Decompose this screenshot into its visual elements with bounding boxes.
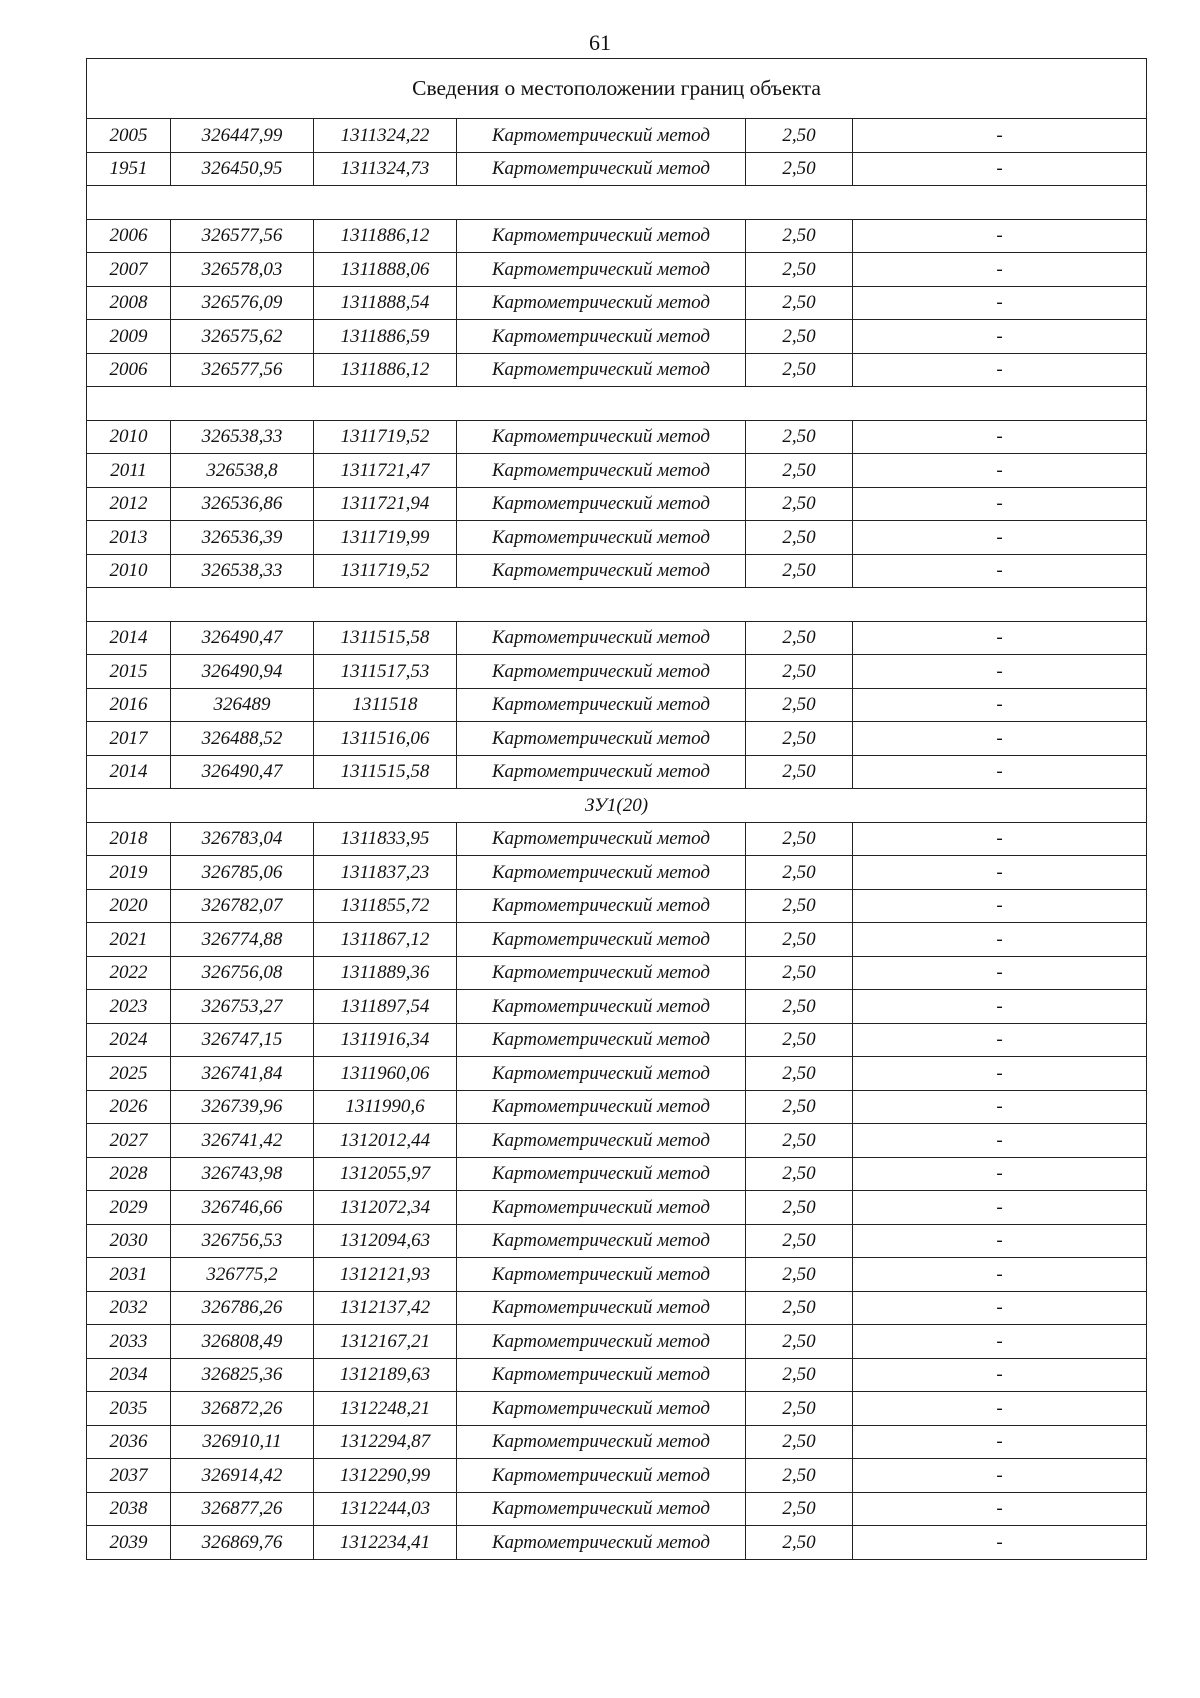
cell-accuracy: 2,50: [746, 454, 853, 488]
cell-accuracy: 2,50: [746, 1358, 853, 1392]
cell-method: Картометрический метод: [457, 1090, 746, 1124]
cell-method: Картометрический метод: [457, 688, 746, 722]
cell-x-coordinate: 326739,96: [171, 1090, 314, 1124]
cell-y-coordinate: 1311886,59: [314, 320, 457, 354]
cell-point-number: 2030: [87, 1224, 171, 1258]
cell-accuracy: 2,50: [746, 1492, 853, 1526]
cell-accuracy: 2,50: [746, 1057, 853, 1091]
cell-description: -: [853, 1258, 1147, 1292]
table-row: [87, 1526, 1147, 1560]
table-row: [87, 822, 1147, 856]
cell-point-number: 2035: [87, 1392, 171, 1426]
cell-accuracy: 2,50: [746, 219, 853, 253]
cell-y-coordinate: 1311324,73: [314, 152, 457, 186]
cell-method: Картометрический метод: [457, 286, 746, 320]
cell-x-coordinate: 326538,33: [171, 420, 314, 454]
cell-method: Картометрический метод: [457, 1057, 746, 1091]
cell-method: Картометрический метод: [457, 655, 746, 689]
cell-description: -: [853, 688, 1147, 722]
table-row: [87, 1224, 1147, 1258]
cell-method: Картометрический метод: [457, 454, 746, 488]
cell-x-coordinate: 326877,26: [171, 1492, 314, 1526]
cell-y-coordinate: 1312290,99: [314, 1459, 457, 1493]
cell-description: -: [853, 219, 1147, 253]
cell-y-coordinate: 1312012,44: [314, 1124, 457, 1158]
cell-x-coordinate: 326756,53: [171, 1224, 314, 1258]
cell-x-coordinate: 326808,49: [171, 1325, 314, 1359]
cell-y-coordinate: 1312137,42: [314, 1291, 457, 1325]
table-row: [87, 1057, 1147, 1091]
cell-method: Картометрический метод: [457, 1459, 746, 1493]
cell-accuracy: 2,50: [746, 487, 853, 521]
cell-accuracy: 2,50: [746, 119, 853, 153]
table-row: [87, 856, 1147, 890]
table-row: [87, 621, 1147, 655]
cell-y-coordinate: 1312094,63: [314, 1224, 457, 1258]
cell-y-coordinate: 1311855,72: [314, 889, 457, 923]
cell-y-coordinate: 1311517,53: [314, 655, 457, 689]
cell-method: Картометрический метод: [457, 956, 746, 990]
table-row: [87, 1258, 1147, 1292]
table-body: [87, 59, 1147, 1560]
cell-x-coordinate: 326577,56: [171, 353, 314, 387]
cell-method: Картометрический метод: [457, 1325, 746, 1359]
cell-x-coordinate: 326786,26: [171, 1291, 314, 1325]
cell-x-coordinate: 326782,07: [171, 889, 314, 923]
cell-x-coordinate: 326538,33: [171, 554, 314, 588]
cell-method: Картометрический метод: [457, 1157, 746, 1191]
cell-y-coordinate: 1311897,54: [314, 990, 457, 1024]
cell-method: Картометрический метод: [457, 755, 746, 789]
boundary-coordinates-table: [86, 58, 1147, 1560]
cell-x-coordinate: 326825,36: [171, 1358, 314, 1392]
cell-y-coordinate: 1311889,36: [314, 956, 457, 990]
cell-accuracy: 2,50: [746, 822, 853, 856]
cell-description: -: [853, 1291, 1147, 1325]
table-row: [87, 320, 1147, 354]
cell-accuracy: 2,50: [746, 688, 853, 722]
cell-y-coordinate: 1311719,99: [314, 521, 457, 555]
cell-point-number: 2016: [87, 688, 171, 722]
cell-point-number: 2014: [87, 621, 171, 655]
cell-x-coordinate: 326910,11: [171, 1425, 314, 1459]
cell-accuracy: 2,50: [746, 722, 853, 756]
cell-description: -: [853, 1157, 1147, 1191]
cell-description: -: [853, 822, 1147, 856]
cell-description: -: [853, 1358, 1147, 1392]
table-row: [87, 722, 1147, 756]
cell-point-number: 2032: [87, 1291, 171, 1325]
cell-description: -: [853, 856, 1147, 890]
cell-method: Картометрический метод: [457, 1224, 746, 1258]
cell-accuracy: 2,50: [746, 1191, 853, 1225]
cell-x-coordinate: 326447,99: [171, 119, 314, 153]
cell-point-number: 2010: [87, 554, 171, 588]
cell-description: -: [853, 722, 1147, 756]
cell-y-coordinate: 1311719,52: [314, 554, 457, 588]
cell-y-coordinate: 1311719,52: [314, 420, 457, 454]
cell-accuracy: 2,50: [746, 621, 853, 655]
cell-accuracy: 2,50: [746, 152, 853, 186]
cell-method: Картометрический метод: [457, 889, 746, 923]
cell-accuracy: 2,50: [746, 1291, 853, 1325]
cell-y-coordinate: 1311721,94: [314, 487, 457, 521]
cell-point-number: 2029: [87, 1191, 171, 1225]
cell-method: Картометрический метод: [457, 1124, 746, 1158]
cell-accuracy: 2,50: [746, 1425, 853, 1459]
cell-description: -: [853, 1526, 1147, 1560]
table-row: [87, 889, 1147, 923]
cell-description: -: [853, 621, 1147, 655]
table-row: [87, 956, 1147, 990]
cell-point-number: 2014: [87, 755, 171, 789]
cell-method: Картометрический метод: [457, 621, 746, 655]
cell-y-coordinate: 1311886,12: [314, 353, 457, 387]
cell-description: -: [853, 1425, 1147, 1459]
table-row: [87, 219, 1147, 253]
cell-description: -: [853, 956, 1147, 990]
cell-x-coordinate: 326872,26: [171, 1392, 314, 1426]
cell-method: Картометрический метод: [457, 1258, 746, 1292]
cell-method: Картометрический метод: [457, 722, 746, 756]
cell-description: -: [853, 119, 1147, 153]
cell-method: Картометрический метод: [457, 1291, 746, 1325]
cell-method: Картометрический метод: [457, 119, 746, 153]
cell-method: Картометрический метод: [457, 1023, 746, 1057]
cell-description: -: [853, 320, 1147, 354]
cell-point-number: 2031: [87, 1258, 171, 1292]
cell-method: Картометрический метод: [457, 1392, 746, 1426]
cell-method: Картометрический метод: [457, 420, 746, 454]
cell-description: -: [853, 286, 1147, 320]
cell-accuracy: 2,50: [746, 889, 853, 923]
cell-accuracy: 2,50: [746, 420, 853, 454]
cell-y-coordinate: 1312189,63: [314, 1358, 457, 1392]
cell-description: -: [853, 923, 1147, 957]
cell-point-number: 1951: [87, 152, 171, 186]
cell-y-coordinate: 1311515,58: [314, 755, 457, 789]
cell-point-number: 2023: [87, 990, 171, 1024]
cell-point-number: 2017: [87, 722, 171, 756]
cell-x-coordinate: 326538,8: [171, 454, 314, 488]
cell-description: -: [853, 1191, 1147, 1225]
cell-accuracy: 2,50: [746, 1023, 853, 1057]
table-row: [87, 1291, 1147, 1325]
cell-accuracy: 2,50: [746, 1224, 853, 1258]
cell-point-number: 2025: [87, 1057, 171, 1091]
cell-accuracy: 2,50: [746, 1392, 853, 1426]
table-row: [87, 487, 1147, 521]
cell-method: Картометрический метод: [457, 253, 746, 287]
table-row: [87, 923, 1147, 957]
cell-accuracy: 2,50: [746, 353, 853, 387]
cell-point-number: 2021: [87, 923, 171, 957]
cell-accuracy: 2,50: [746, 554, 853, 588]
cell-y-coordinate: 1311324,22: [314, 119, 457, 153]
cell-x-coordinate: 326536,86: [171, 487, 314, 521]
cell-y-coordinate: 1312244,03: [314, 1492, 457, 1526]
table-row: [87, 420, 1147, 454]
cell-y-coordinate: 1311867,12: [314, 923, 457, 957]
cell-y-coordinate: 1311886,12: [314, 219, 457, 253]
table-row: [87, 286, 1147, 320]
table-row: [87, 1157, 1147, 1191]
cell-method: Картометрический метод: [457, 521, 746, 555]
cell-x-coordinate: 326785,06: [171, 856, 314, 890]
cell-accuracy: 2,50: [746, 1124, 853, 1158]
cell-y-coordinate: 1311721,47: [314, 454, 457, 488]
cell-method: Картометрический метод: [457, 1526, 746, 1560]
cell-y-coordinate: 1312121,93: [314, 1258, 457, 1292]
cell-y-coordinate: 1311990,6: [314, 1090, 457, 1124]
table-row: [87, 990, 1147, 1024]
cell-point-number: 2034: [87, 1358, 171, 1392]
cell-method: Картометрический метод: [457, 1492, 746, 1526]
cell-point-number: 2019: [87, 856, 171, 890]
cell-description: -: [853, 889, 1147, 923]
cell-y-coordinate: 1311888,54: [314, 286, 457, 320]
cell-point-number: 2039: [87, 1526, 171, 1560]
cell-description: -: [853, 353, 1147, 387]
table-row: [87, 454, 1147, 488]
cell-method: Картометрический метод: [457, 822, 746, 856]
cell-point-number: 2005: [87, 119, 171, 153]
cell-accuracy: 2,50: [746, 1325, 853, 1359]
cell-point-number: 2009: [87, 320, 171, 354]
cell-description: -: [853, 152, 1147, 186]
cell-y-coordinate: 1311916,34: [314, 1023, 457, 1057]
cell-description: -: [853, 1325, 1147, 1359]
cell-y-coordinate: 1312248,21: [314, 1392, 457, 1426]
cell-method: Картометрический метод: [457, 320, 746, 354]
cell-description: -: [853, 1057, 1147, 1091]
cell-method: Картометрический метод: [457, 990, 746, 1024]
cell-x-coordinate: 326575,62: [171, 320, 314, 354]
cell-x-coordinate: 326576,09: [171, 286, 314, 320]
cell-y-coordinate: 1312234,41: [314, 1526, 457, 1560]
cell-point-number: 2024: [87, 1023, 171, 1057]
cell-point-number: 2026: [87, 1090, 171, 1124]
cell-accuracy: 2,50: [746, 1090, 853, 1124]
cell-x-coordinate: 326489: [171, 688, 314, 722]
separator-cell: [87, 186, 1147, 220]
cell-description: -: [853, 554, 1147, 588]
cell-description: -: [853, 755, 1147, 789]
cell-point-number: 2038: [87, 1492, 171, 1526]
table-row: [87, 655, 1147, 689]
table-row: [87, 755, 1147, 789]
cell-y-coordinate: 1311515,58: [314, 621, 457, 655]
cell-accuracy: 2,50: [746, 521, 853, 555]
cell-y-coordinate: 1311518: [314, 688, 457, 722]
separator-cell: [87, 588, 1147, 622]
cell-point-number: 2036: [87, 1425, 171, 1459]
cell-y-coordinate: 1312294,87: [314, 1425, 457, 1459]
section-header-row: [87, 789, 1147, 823]
cell-description: -: [853, 1392, 1147, 1426]
cell-x-coordinate: 326490,47: [171, 621, 314, 655]
table-row: [87, 521, 1147, 555]
cell-accuracy: 2,50: [746, 1258, 853, 1292]
cell-description: -: [853, 1459, 1147, 1493]
cell-accuracy: 2,50: [746, 320, 853, 354]
cell-y-coordinate: 1312167,21: [314, 1325, 457, 1359]
cell-description: -: [853, 655, 1147, 689]
cell-method: Картометрический метод: [457, 1191, 746, 1225]
cell-description: -: [853, 521, 1147, 555]
table-row: [87, 554, 1147, 588]
cell-y-coordinate: 1311888,06: [314, 253, 457, 287]
cell-accuracy: 2,50: [746, 1459, 853, 1493]
cell-accuracy: 2,50: [746, 286, 853, 320]
separator-row: [87, 588, 1147, 622]
cell-x-coordinate: 326741,42: [171, 1124, 314, 1158]
cell-description: -: [853, 1224, 1147, 1258]
cell-point-number: 2007: [87, 253, 171, 287]
section-label: ЗУ1(20): [87, 789, 1147, 823]
table-row: [87, 1459, 1147, 1493]
table-row: [87, 253, 1147, 287]
cell-method: Картометрический метод: [457, 1425, 746, 1459]
cell-x-coordinate: 326775,2: [171, 1258, 314, 1292]
cell-method: Картометрический метод: [457, 1358, 746, 1392]
table-title-row: [87, 59, 1147, 119]
table-row: [87, 688, 1147, 722]
separator-row: [87, 387, 1147, 421]
cell-x-coordinate: 326914,42: [171, 1459, 314, 1493]
cell-description: -: [853, 990, 1147, 1024]
cell-point-number: 2018: [87, 822, 171, 856]
cell-point-number: 2022: [87, 956, 171, 990]
table-row: [87, 353, 1147, 387]
cell-accuracy: 2,50: [746, 956, 853, 990]
cell-method: Картометрический метод: [457, 487, 746, 521]
cell-point-number: 2020: [87, 889, 171, 923]
cell-point-number: 2027: [87, 1124, 171, 1158]
cell-y-coordinate: 1311960,06: [314, 1057, 457, 1091]
cell-method: Картометрический метод: [457, 152, 746, 186]
cell-x-coordinate: 326741,84: [171, 1057, 314, 1091]
cell-point-number: 2013: [87, 521, 171, 555]
cell-x-coordinate: 326488,52: [171, 722, 314, 756]
separator-row: [87, 186, 1147, 220]
cell-x-coordinate: 326746,66: [171, 1191, 314, 1225]
cell-x-coordinate: 326536,39: [171, 521, 314, 555]
cell-description: -: [853, 1023, 1147, 1057]
cell-method: Картометрический метод: [457, 219, 746, 253]
cell-point-number: 2033: [87, 1325, 171, 1359]
cell-accuracy: 2,50: [746, 856, 853, 890]
table-row: [87, 1358, 1147, 1392]
table-row: [87, 1325, 1147, 1359]
cell-x-coordinate: 326753,27: [171, 990, 314, 1024]
cell-x-coordinate: 326450,95: [171, 152, 314, 186]
cell-point-number: 2012: [87, 487, 171, 521]
cell-x-coordinate: 326756,08: [171, 956, 314, 990]
cell-point-number: 2006: [87, 219, 171, 253]
cell-x-coordinate: 326490,47: [171, 755, 314, 789]
table-row: [87, 119, 1147, 153]
table-row: [87, 1392, 1147, 1426]
table-title: Сведения о местоположении границ объекта: [87, 59, 1147, 119]
table-row: [87, 1191, 1147, 1225]
cell-point-number: 2008: [87, 286, 171, 320]
cell-x-coordinate: 326783,04: [171, 822, 314, 856]
cell-accuracy: 2,50: [746, 990, 853, 1024]
cell-x-coordinate: 326578,03: [171, 253, 314, 287]
cell-accuracy: 2,50: [746, 253, 853, 287]
table-row: [87, 1492, 1147, 1526]
cell-x-coordinate: 326747,15: [171, 1023, 314, 1057]
cell-description: -: [853, 1090, 1147, 1124]
cell-description: -: [853, 1492, 1147, 1526]
cell-description: -: [853, 487, 1147, 521]
table-row: [87, 1425, 1147, 1459]
cell-accuracy: 2,50: [746, 755, 853, 789]
table-row: [87, 1090, 1147, 1124]
cell-accuracy: 2,50: [746, 1526, 853, 1560]
cell-method: Картометрический метод: [457, 856, 746, 890]
cell-point-number: 2006: [87, 353, 171, 387]
cell-y-coordinate: 1311833,95: [314, 822, 457, 856]
cell-y-coordinate: 1312072,34: [314, 1191, 457, 1225]
cell-x-coordinate: 326577,56: [171, 219, 314, 253]
cell-x-coordinate: 326490,94: [171, 655, 314, 689]
cell-point-number: 2010: [87, 420, 171, 454]
cell-method: Картометрический метод: [457, 353, 746, 387]
page-number: 61: [589, 30, 611, 55]
cell-description: -: [853, 454, 1147, 488]
cell-description: -: [853, 253, 1147, 287]
cell-point-number: 2015: [87, 655, 171, 689]
cell-method: Картометрический метод: [457, 554, 746, 588]
cell-description: -: [853, 1124, 1147, 1158]
table-row: [87, 1023, 1147, 1057]
cell-accuracy: 2,50: [746, 655, 853, 689]
table-row: [87, 1124, 1147, 1158]
cell-description: -: [853, 420, 1147, 454]
cell-accuracy: 2,50: [746, 923, 853, 957]
cell-accuracy: 2,50: [746, 1157, 853, 1191]
cell-y-coordinate: 1312055,97: [314, 1157, 457, 1191]
table-row: [87, 152, 1147, 186]
cell-point-number: 2011: [87, 454, 171, 488]
cell-point-number: 2028: [87, 1157, 171, 1191]
cell-x-coordinate: 326869,76: [171, 1526, 314, 1560]
cell-x-coordinate: 326743,98: [171, 1157, 314, 1191]
cell-y-coordinate: 1311837,23: [314, 856, 457, 890]
cell-point-number: 2037: [87, 1459, 171, 1493]
cell-y-coordinate: 1311516,06: [314, 722, 457, 756]
cell-x-coordinate: 326774,88: [171, 923, 314, 957]
cell-method: Картометрический метод: [457, 923, 746, 957]
separator-cell: [87, 387, 1147, 421]
